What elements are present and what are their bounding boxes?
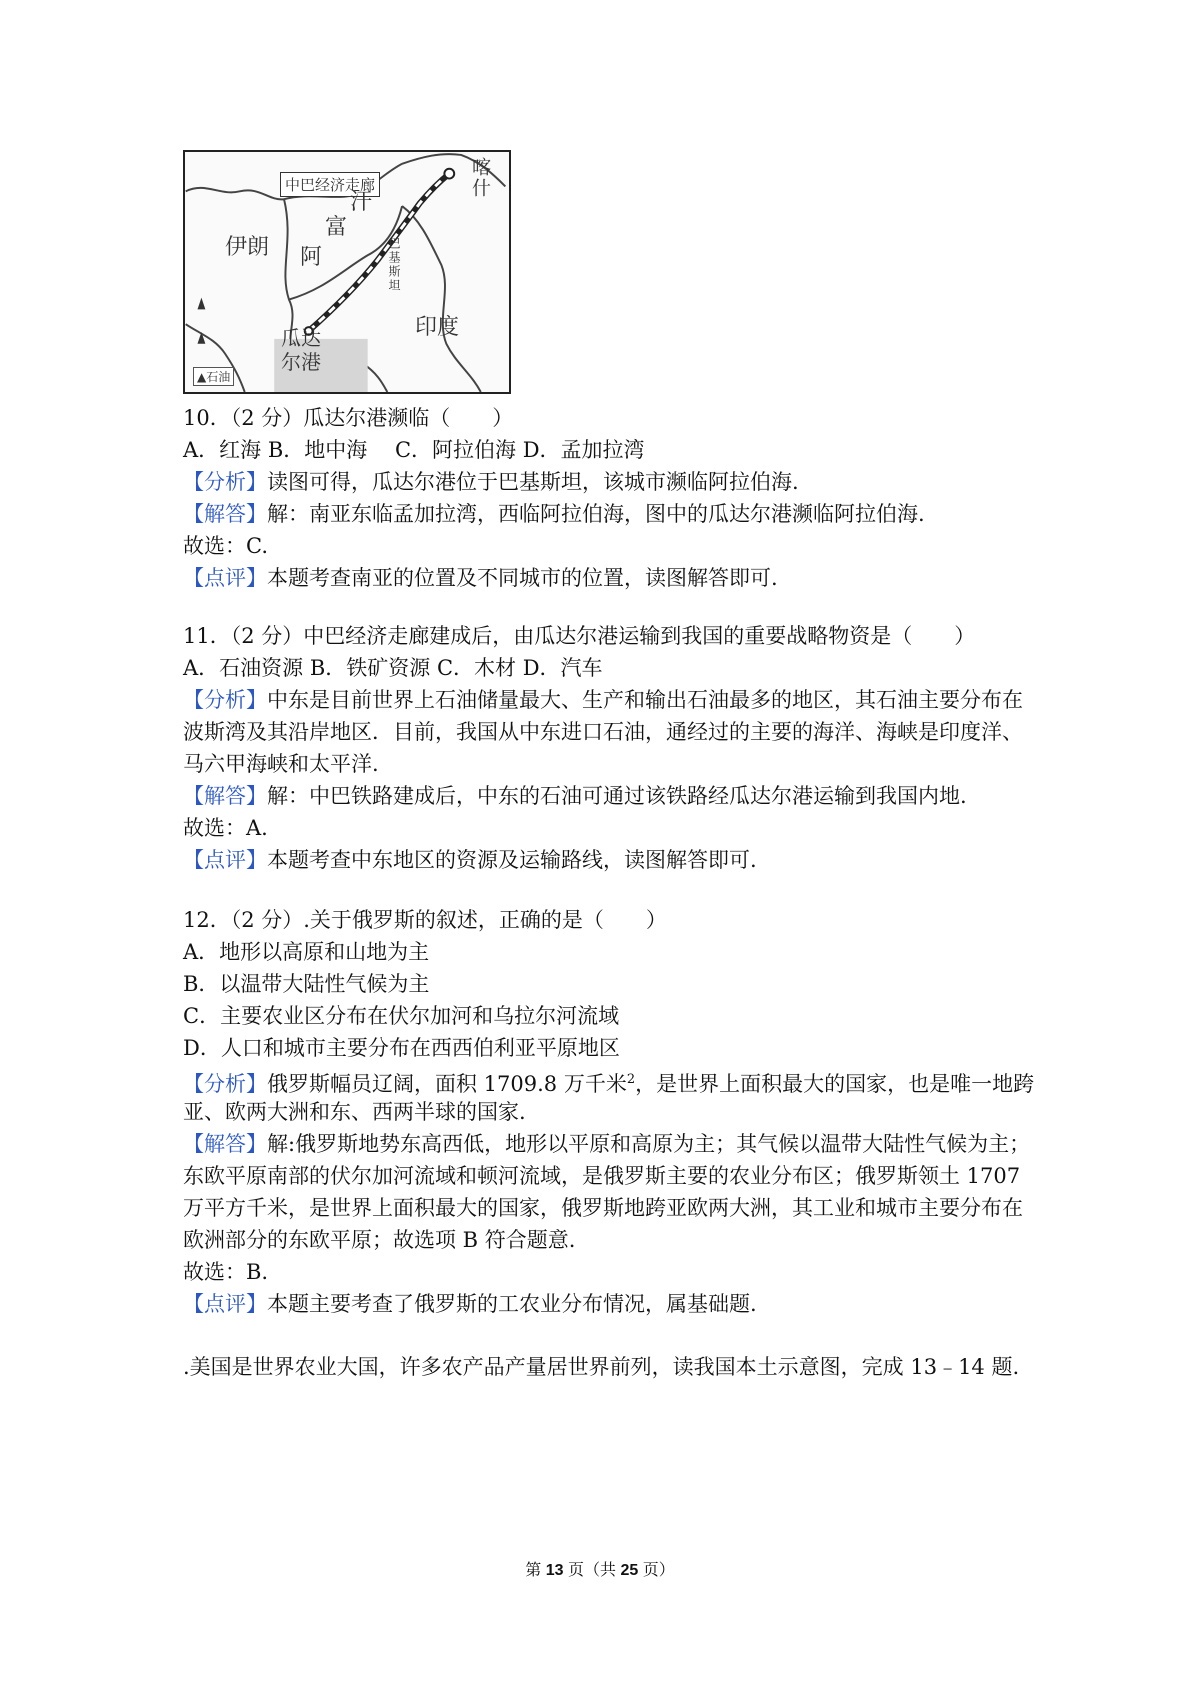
q12-stem: 12．（2 分）.关于俄罗斯的叙述，正确的是（ ） (183, 908, 667, 932)
q12-analysis-text-1a: 俄罗斯幅员辽阔，面积 1709.8 万千米 (267, 1072, 627, 1096)
q11-analysis-line-1 (183, 684, 1053, 716)
q10-answer-text: 解：南亚东临孟加拉湾，西临阿拉伯海，图中的瓜达尔港濒临阿拉伯海. (267, 502, 925, 526)
question-10 (183, 402, 1053, 594)
q11-comment-text: 本题考查中东地区的资源及运输路线，读图解答即可. (267, 848, 757, 872)
map-label-iran: 伊朗 (225, 235, 270, 260)
comment-tag: 【点评】 (183, 1292, 267, 1316)
comment-tag: 【点评】 (183, 848, 267, 872)
comment-tag: 【点评】 (183, 566, 267, 590)
question-12 (183, 904, 1053, 1320)
q12-answer-text-1: 解:俄罗斯地势东高西低，地形以平原和高原为主；其气候以温带大陆性气候为主； (267, 1132, 1031, 1156)
analysis-tag: 【分析】 (183, 1072, 267, 1096)
q10-analysis-text: 读图可得，瓜达尔港位于巴基斯坦，该城市濒临阿拉伯海. (267, 470, 799, 494)
q10-stem: 10．（2 分）瓜达尔港濒临（ ） (183, 406, 514, 430)
answer-tag: 【解答】 (183, 1132, 267, 1156)
map-label-pakistan: 巴基斯坦 (387, 237, 401, 293)
q10-comment-text: 本题考查南亚的位置及不同城市的位置，读图解答即可. (267, 566, 778, 590)
q11-choice: 故选：A. (183, 816, 268, 840)
map-label-afghanistan-1: 阿 (300, 245, 323, 270)
footer-suffix: 页） (638, 1562, 675, 1579)
footer-total-pages: 25 (620, 1562, 639, 1579)
superscript-2: 2 (626, 1072, 636, 1087)
q12-comment (183, 1288, 1053, 1320)
footer-prefix: 第 (525, 1562, 546, 1579)
q12-answer-line-3: 万平方千米，是世界上面积最大的国家，俄罗斯地跨亚欧两大洲，其工业和城市主要分布在 (183, 1196, 1023, 1220)
q12-choice: 故选：B. (183, 1260, 269, 1284)
map-label-gwadar-2: 尔港 (281, 350, 321, 374)
china-pakistan-corridor-map (183, 150, 511, 394)
q11-answer-text: 解：中巴铁路建成后，中东的石油可通过该铁路经瓜达尔港运输到我国内地. (267, 784, 967, 808)
q10-analysis (183, 466, 1053, 498)
map-title: 中巴经济走廊 (280, 172, 380, 197)
analysis-tag: 【分析】 (183, 470, 267, 494)
q12-answer-line-2: 东欧平原南部的伏尔加河流域和顿河流域，是俄罗斯主要的农业分布区；俄罗斯领土 1707 (183, 1164, 1021, 1188)
q10-options: A．红海 B．地中海 C．阿拉伯海 D．孟加拉湾 (183, 438, 645, 462)
question-11 (183, 620, 1053, 876)
map-legend (193, 367, 234, 386)
map-label-kashgar: 喀什 (469, 157, 491, 199)
q11-analysis-text-1: 中东是目前世界上石油储量最大、生产和输出石油最多的地区，其石油主要分布在 (267, 688, 1023, 712)
q12-option-a: A．地形以高原和山地为主 (183, 940, 430, 964)
q10-answer (183, 498, 1053, 530)
oil-icon: ▲ (197, 370, 207, 384)
intro-13-14-text: .美国是世界农业大国，许多农产品产量居世界前列，读我国本土示意图，完成 13﹣14 题. (183, 1355, 1020, 1379)
q11-stem: 11．（2 分）中巴经济走廊建成后，由瓜达尔港运输到我国的重要战略物资是（ ） (183, 624, 976, 648)
footer-page-number: 13 (545, 1562, 564, 1579)
q11-answer (183, 780, 1053, 812)
map-label-afghanistan-2: 富 (325, 215, 348, 240)
q11-analysis-line-2: 波斯湾及其沿岸地区．目前，我国从中东进口石油，通经过的主要的海洋、海峡是印度洋、 (183, 720, 1023, 744)
page-footer (0, 1557, 1200, 1580)
analysis-tag: 【分析】 (183, 688, 267, 712)
intro-13-14 (183, 1351, 1053, 1383)
q10-comment (183, 562, 1053, 594)
map-label-india: 印度 (415, 315, 460, 340)
q12-option-b: B．以温带大陆性气候为主 (183, 972, 430, 996)
q12-option-c: C．主要农业区分布在伏尔加河和乌拉尔河流域 (183, 1004, 620, 1028)
q11-comment (183, 844, 1053, 876)
q12-answer-line-1 (183, 1128, 1053, 1160)
q12-comment-text: 本题主要考查了俄罗斯的工农业分布情况，属基础题. (267, 1292, 757, 1316)
answer-tag: 【解答】 (183, 502, 267, 526)
q12-analysis-line-2: 亚、欧两大洲和东、西两半球的国家. (183, 1100, 526, 1124)
q11-options: A．石油资源 B．铁矿资源 C．木材 D．汽车 (183, 656, 603, 680)
q12-analysis-line-1 (183, 1064, 1053, 1096)
map-legend-label: 石油 (206, 370, 231, 384)
q11-analysis-line-3: 马六甲海峡和太平洋. (183, 752, 379, 776)
q12-option-d: D．人口和城市主要分布在西西伯利亚平原地区 (183, 1036, 620, 1060)
map-label-afghanistan-3: 汗 (350, 190, 373, 215)
q12-answer-line-4: 欧洲部分的东欧平原；故选项 B 符合题意. (183, 1228, 576, 1252)
q10-choice: 故选：C. (183, 534, 268, 558)
answer-tag: 【解答】 (183, 784, 267, 808)
footer-middle: 页（共 (563, 1562, 621, 1579)
map-label-gwadar-1: 瓜达 (281, 326, 321, 350)
q12-analysis-text-1b: ，是世界上面积最大的国家，也是唯一地跨 (635, 1072, 1035, 1096)
